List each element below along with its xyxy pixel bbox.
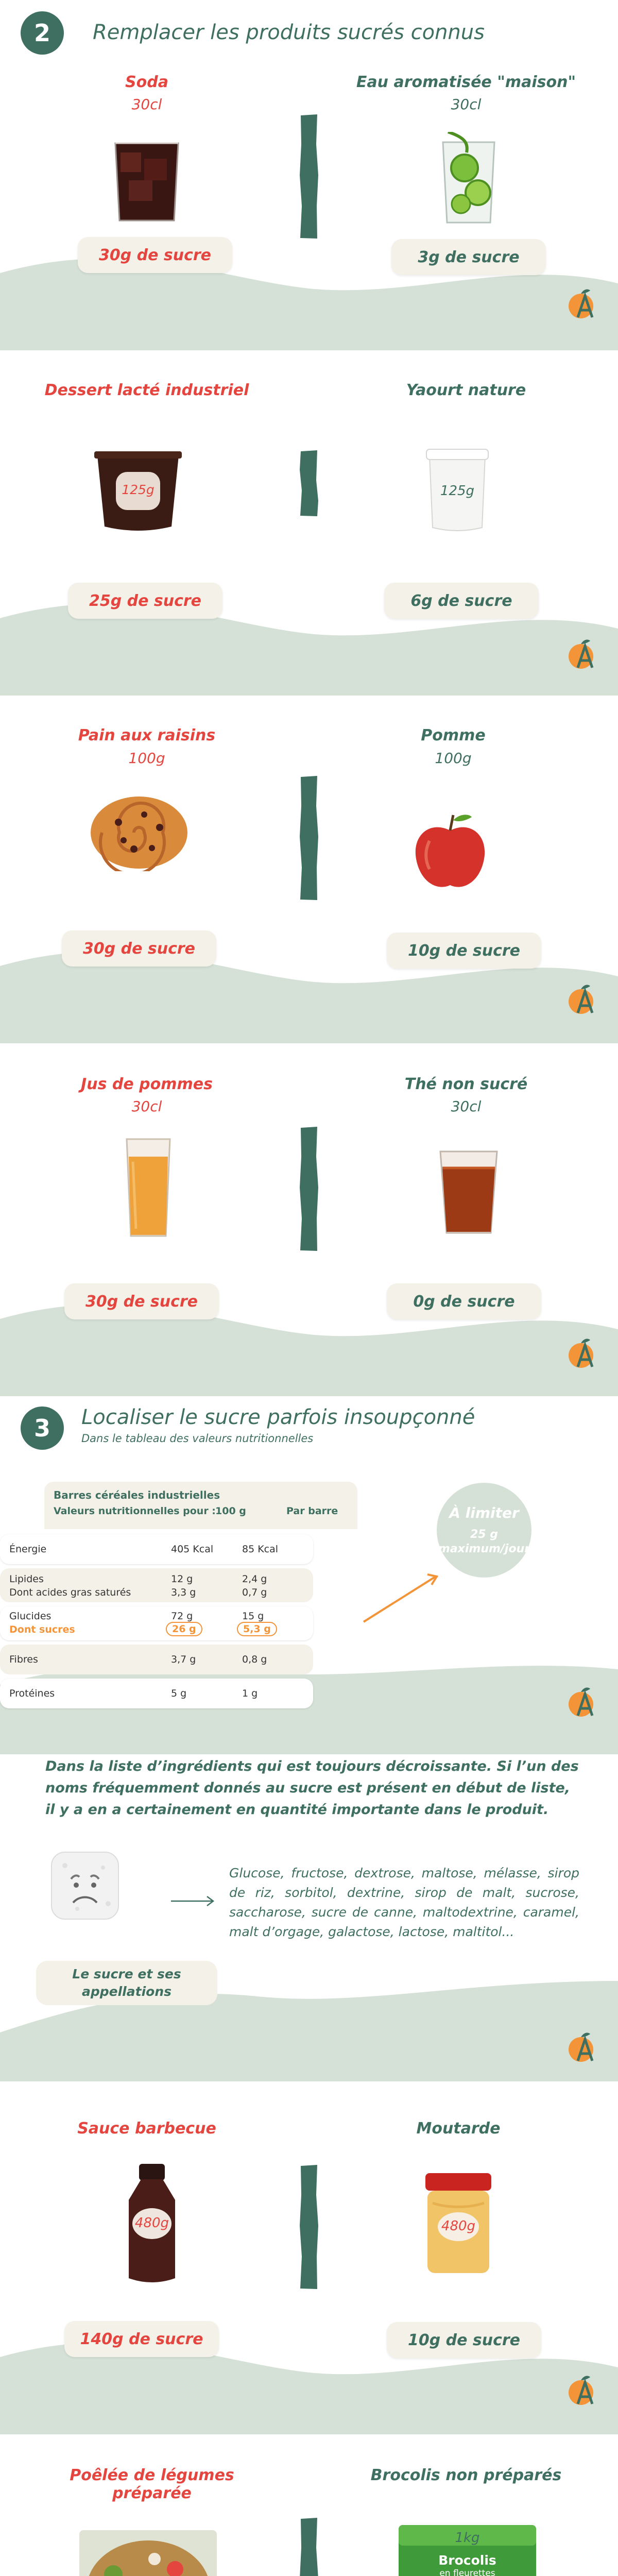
apple-A-logo-icon	[566, 2030, 597, 2064]
product-name-left: Sauce barbecue	[77, 2120, 216, 2138]
row-value-100g: 5 g	[171, 1688, 187, 1699]
row-label: Fibres	[9, 1654, 38, 1665]
callout-amount: 25 g	[470, 1528, 499, 1541]
apple-A-logo-icon	[566, 637, 597, 671]
product-name-left: Pain aux raisins	[78, 726, 216, 744]
apple-A-logo-icon	[566, 1336, 597, 1370]
row-value-bar: 0,8 g	[242, 1654, 267, 1665]
table-header-label: Valeurs nutritionnelles pour :	[54, 1505, 216, 1517]
nutrition-table-header	[44, 1482, 357, 1529]
divider-bar	[299, 1126, 319, 1252]
sugar-amount-left: 140g de sucre	[64, 2321, 219, 2357]
table-product-name: Barres céréales industrielles	[54, 1489, 220, 1501]
table-row	[0, 1645, 313, 1674]
product-qty-right: 100g	[435, 750, 472, 767]
table-row	[0, 1534, 313, 1564]
table-header-bar: Par barre	[286, 1505, 338, 1517]
divider-bar	[299, 449, 319, 517]
tea-glass-icon	[435, 1146, 502, 1236]
panel-bbq-sauce	[0, 2081, 618, 2434]
section-title: Remplacer les produits sucrés connus	[93, 21, 485, 44]
row-value-100g: 72 g	[171, 1611, 193, 1622]
table-row	[0, 1606, 313, 1640]
product-qty-right: 30cl	[451, 1098, 482, 1115]
apple-A-logo-icon	[566, 1685, 597, 1719]
apple-juice-glass-icon	[123, 1136, 174, 1239]
sugar-amount-left: 30g de sucre	[64, 1283, 219, 1319]
section-title: Localiser le sucre parfois insoupçonné	[81, 1405, 475, 1429]
product-name-right: Pomme	[421, 726, 486, 744]
divider-bar	[299, 775, 319, 901]
row-label: Glucides	[9, 1611, 52, 1622]
mustard-jar-icon	[422, 2172, 494, 2275]
pack-product-sub: en fleurettes	[439, 2568, 495, 2576]
arrow-right-icon	[170, 1893, 216, 1909]
callout-unit: maximum/jour	[438, 1543, 530, 1555]
yogurt-pot-icon	[421, 445, 493, 533]
bottle-weight-label: 480g	[134, 2215, 169, 2231]
sad-sugar-cube-icon	[46, 1847, 124, 1929]
limit-callout	[437, 1483, 531, 1578]
divider-bar	[299, 113, 319, 240]
panel-soda	[0, 0, 618, 350]
apple-A-logo-icon	[566, 982, 597, 1016]
row-subvalue-100g-highlight: 26 g	[166, 1622, 202, 1636]
product-qty-left: 30cl	[131, 96, 162, 113]
row-value-bar: 1 g	[242, 1688, 258, 1699]
product-qty-left: 100g	[128, 750, 165, 767]
row-label: Énergie	[9, 1544, 47, 1555]
step-number: 3	[21, 1406, 64, 1450]
vegetable-bag-icon	[77, 2528, 219, 2576]
table-row	[0, 1679, 313, 1708]
divider-bar	[299, 2517, 319, 2576]
row-subvalue-100g: 3,3 g	[171, 1587, 196, 1598]
callout-title: À limiter	[449, 1504, 519, 1521]
bbq-sauce-bottle-icon	[124, 2164, 180, 2285]
sugar-amount-right: 6g de sucre	[384, 583, 539, 619]
sugar-amount-left: 25g de sucre	[68, 583, 222, 619]
row-value-100g: 3,7 g	[171, 1654, 196, 1665]
row-value-bar: 85 Kcal	[242, 1544, 279, 1555]
sugar-amount-left: 30g de sucre	[62, 930, 216, 967]
panel-raisin-bun	[0, 696, 618, 1043]
bag-weight-label: 1kg	[455, 2530, 480, 2546]
product-name-left: Dessert lacté industriel	[44, 381, 249, 399]
pack-product-name: Brocolis	[438, 2553, 496, 2568]
apple-A-logo-icon	[566, 286, 597, 320]
sugar-names-list: Glucose, fructose, dextrose, maltose, mélasse, sirop de riz, sorbitol, dextrine, sirop de malt, sucrose, saccharose, sucre de canne, maltodextrine, caramel, malt d’orgage, galactose, lactose, maltitol...	[229, 1866, 579, 1939]
product-name-right: Brocolis non préparés	[370, 2466, 562, 2484]
product-qty-right: 30cl	[451, 96, 482, 113]
table-row	[0, 1568, 313, 1602]
pot-weight-label: 125g	[440, 483, 475, 499]
lime-water-glass-icon	[433, 132, 505, 227]
step-number: 2	[21, 11, 64, 55]
row-subvalue-bar-highlight: 5,3 g	[237, 1622, 277, 1636]
sugar-amount-right: 0g de sucre	[387, 1283, 541, 1319]
ingredients-explanation: Dans la liste d’ingrédients qui est toujours décroissante. Si l’un des noms fréquemment donnés au sucre est présent en début de liste, il y a en a certainement en quantité importante dans le produit.	[45, 1758, 579, 1818]
sugar-amount-left: 30g de sucre	[78, 237, 232, 273]
row-label: Protéines	[9, 1688, 55, 1699]
panel-dessert	[0, 350, 618, 696]
raisin-bun-icon	[88, 791, 191, 871]
sugar-amount-right: 10g de sucre	[387, 2322, 541, 2358]
jar-weight-label: 480g	[441, 2218, 476, 2234]
panel-apple-juice	[0, 1043, 618, 1396]
soda-glass-icon	[108, 138, 185, 226]
sugar-amount-right: 3g de sucre	[391, 239, 546, 275]
chocolate-dessert-pot-icon	[94, 449, 182, 532]
sugar-amount-right: 10g de sucre	[387, 933, 541, 969]
arrow-icon	[360, 1556, 443, 1628]
row-sublabel: Dont acides gras saturés	[9, 1587, 131, 1598]
product-name-left: Jus de pommes	[81, 1075, 213, 1093]
row-label: Lipides	[9, 1573, 44, 1585]
product-name-right: Eau aromatisée "maison"	[356, 73, 576, 91]
section-subtitle: Dans le tableau des valeurs nutritionnelles	[81, 1432, 314, 1445]
row-value-100g: 12 g	[171, 1573, 193, 1585]
apple-A-logo-icon	[566, 2373, 597, 2407]
product-name-left: Poêlée de légumes préparée	[70, 2466, 234, 2502]
product-name-right: Yaourt nature	[406, 381, 526, 399]
product-qty-left: 30cl	[131, 1098, 162, 1115]
table-header-100g: 100 g	[215, 1505, 246, 1517]
row-value-100g: 405 Kcal	[171, 1544, 214, 1555]
product-name-right: Thé non sucré	[404, 1075, 528, 1093]
apple-icon	[409, 810, 491, 892]
broccoli-bag-icon	[397, 2523, 538, 2576]
row-sublabel-highlight: Dont sucres	[9, 1624, 75, 1635]
row-subvalue-bar: 0,7 g	[242, 1587, 267, 1598]
panel-vegetables	[0, 2434, 618, 2576]
row-value-bar: 15 g	[242, 1611, 264, 1622]
pot-weight-label: 125g	[122, 482, 154, 497]
product-name-right: Moutarde	[416, 2120, 501, 2138]
product-name-left: Soda	[125, 73, 168, 91]
sugar-names-label: Le sucre et ses appellations	[36, 1961, 217, 2005]
row-value-bar: 2,4 g	[242, 1573, 267, 1585]
divider-bar	[299, 2164, 319, 2290]
